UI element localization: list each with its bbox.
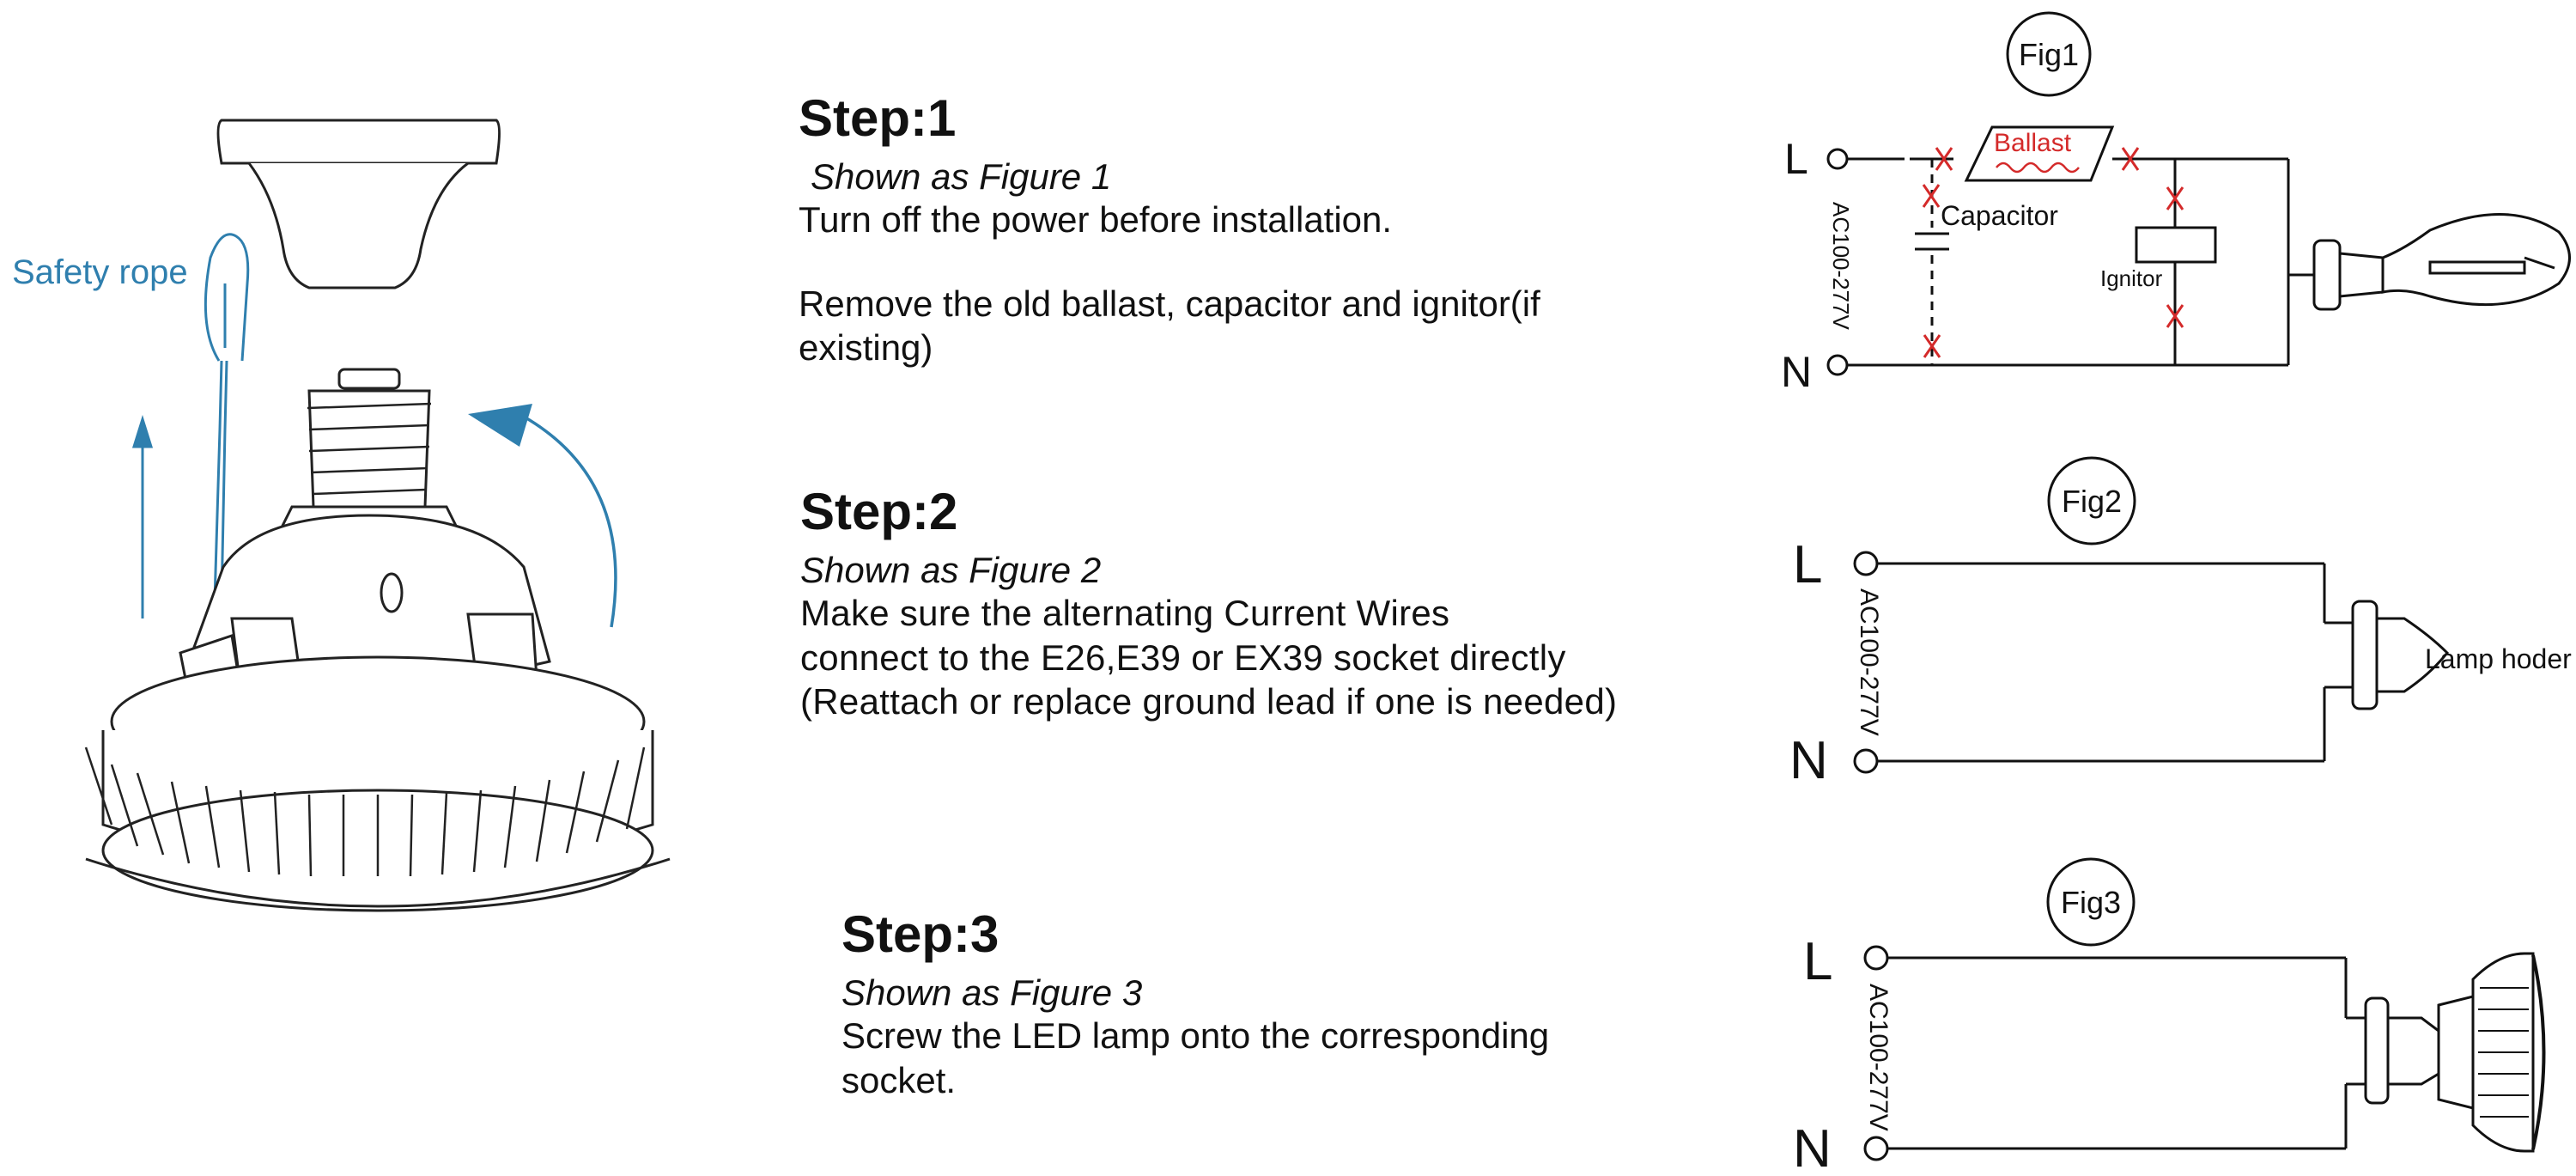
step-2-subtitle: Shown as Figure 2 <box>800 550 1102 590</box>
fig1-l-terminal-label: L <box>1784 135 1808 183</box>
fig2-voltage-label: AC100-277V <box>1855 588 1883 736</box>
step-2-line-1: Make sure the alternating Current Wires <box>800 593 1450 634</box>
step-2-block <box>800 483 1788 723</box>
lamp-holder-label: Lamp hoder <box>2425 643 2572 674</box>
hid-lamp-icon <box>2314 214 2570 309</box>
lift-arrow-icon <box>134 419 151 618</box>
step-1-line-1: Turn off the power before installation. <box>799 199 1393 241</box>
safety-rope-label: Safety rope <box>12 253 188 291</box>
figure-1-label: Fig1 <box>2018 37 2080 72</box>
led-lamp-icon <box>2366 954 2544 1151</box>
ceiling-fixture <box>218 120 500 288</box>
fig1-n-terminal <box>1828 356 1847 375</box>
step-2-title: Step:2 <box>800 483 958 540</box>
figure-1 <box>1781 13 2570 396</box>
ignitor-label: Ignitor <box>2100 265 2163 291</box>
ignitor-icon <box>2136 228 2215 262</box>
step-1-subtitle: Shown as Figure 1 <box>811 156 1112 197</box>
step-1-block <box>799 89 1786 369</box>
figure-2-label: Fig2 <box>2061 484 2123 519</box>
wiring-figures <box>1752 0 2576 1176</box>
step-1-line-3: existing) <box>799 326 933 368</box>
step-2-line-2: connect to the E26,E39 or EX39 socket directly <box>800 637 1566 678</box>
figure-3-label: Fig3 <box>2060 885 2122 920</box>
fig3-l-terminal-label: L <box>1803 932 1833 991</box>
step-3-title: Step:3 <box>841 905 999 963</box>
fig3-n-terminal <box>1865 1137 1887 1160</box>
fig3-n-terminal-label: N <box>1793 1119 1832 1176</box>
fig3-voltage-label: AC100-277V <box>1864 984 1893 1131</box>
led-lamp-body <box>86 369 670 911</box>
step-1-title: Step:1 <box>799 89 957 147</box>
step-1-line-2: Remove the old ballast, capacitor and ignitor(if <box>799 283 1540 324</box>
fig1-voltage-label: AC100-277V <box>1828 202 1854 330</box>
step-3-block <box>841 905 1700 1102</box>
fig2-n-terminal-label: N <box>1789 731 1828 790</box>
fig1-l-terminal <box>1828 149 1847 168</box>
figure-2 <box>1789 458 2572 790</box>
ballast-label: Ballast <box>1994 129 2072 157</box>
fig2-l-terminal-label: L <box>1793 535 1823 594</box>
step-3-line-2: socket. <box>841 1059 957 1100</box>
step-3-subtitle: Shown as Figure 3 <box>841 972 1143 1013</box>
fig1-n-terminal-label: N <box>1781 348 1813 396</box>
step-3-line-1: Screw the LED lamp onto the corresponding <box>841 1015 1550 1057</box>
figure-3 <box>1793 859 2544 1176</box>
step-2-line-3: (Reattach or replace ground lead if one is needed) <box>800 680 1618 722</box>
capacitor-label: Capacitor <box>1941 200 2058 231</box>
fig2-n-terminal <box>1855 750 1877 772</box>
lamp-illustration <box>0 0 773 1176</box>
fig2-l-terminal <box>1855 552 1877 575</box>
fig3-l-terminal <box>1865 947 1887 969</box>
